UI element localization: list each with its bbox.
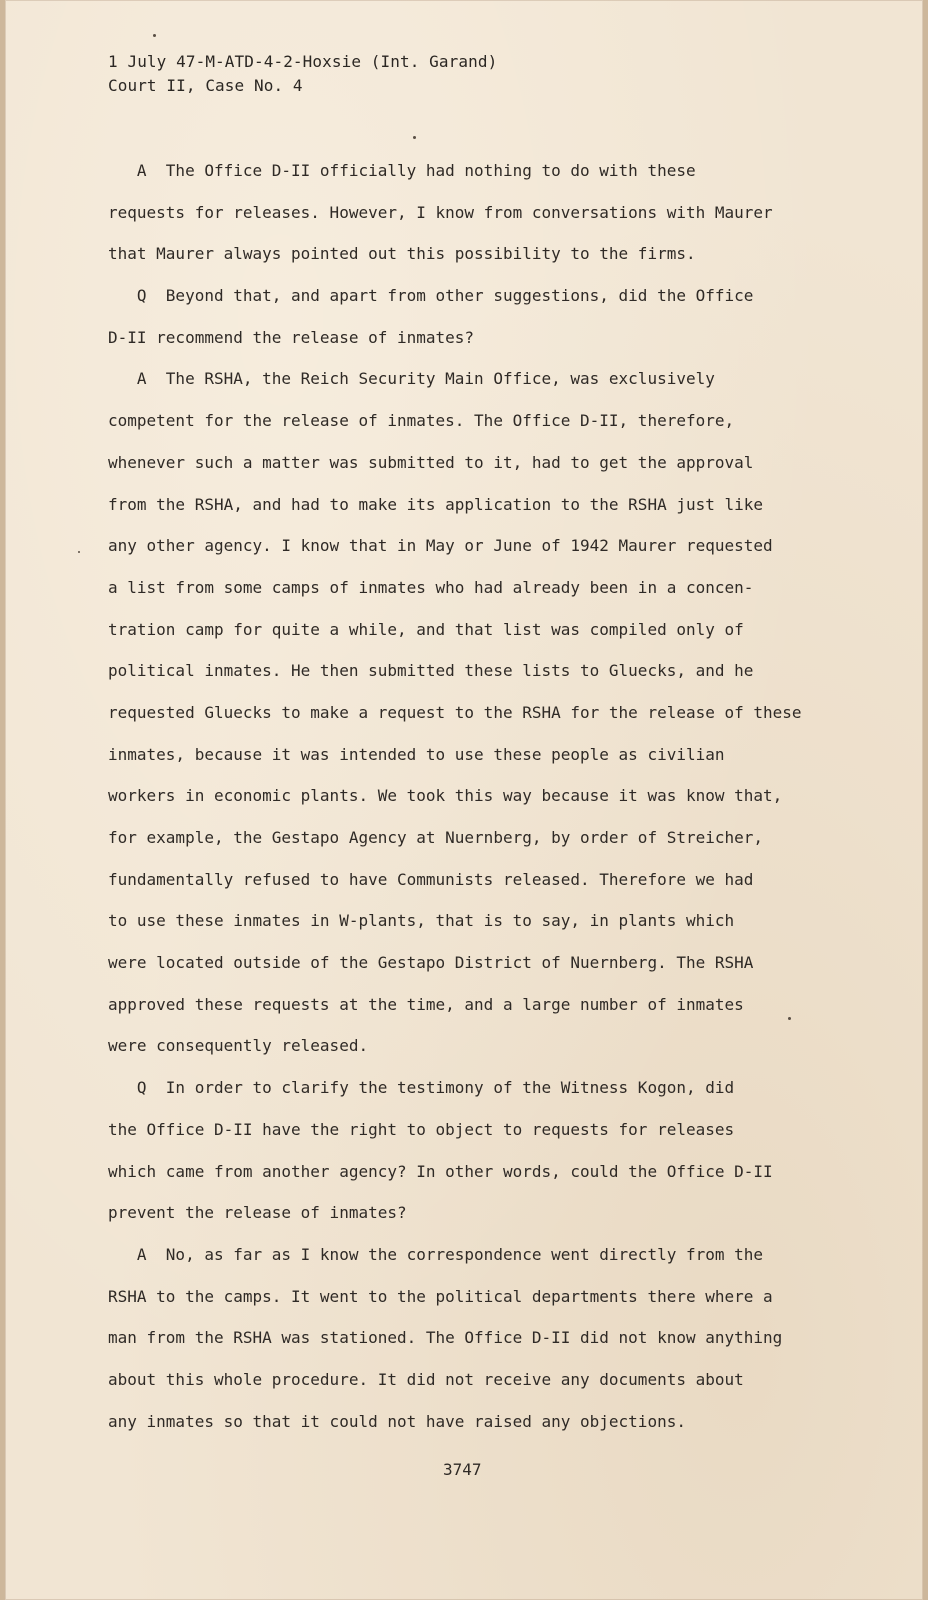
transcript-line: about this whole procedure. It did not receive any documents about <box>108 1369 744 1389</box>
transcript-line: prevent the release of inmates? <box>108 1203 407 1223</box>
document-page <box>5 0 923 1600</box>
transcript-line: Q In order to clarify the testimony of the Witness Kogon, did <box>108 1078 735 1098</box>
transcript-line: inmates, because it was intended to use these people as civilian <box>108 744 725 764</box>
transcript-line: workers in economic plants. We took this way because it was know that, <box>108 786 783 806</box>
transcript-line: any inmates so that it could not have raised any objections. <box>108 1411 686 1431</box>
transcript-line: tration camp for quite a while, and that list was compiled only of <box>108 619 744 639</box>
header-reference-line: 1 July 47-M-ATD-4-2-Hoxsie (Int. Garand) <box>108 52 498 71</box>
transcript-line: requests for releases. However, I know from conversations with Maurer <box>108 202 773 222</box>
transcript-line: requested Gluecks to make a request to the RSHA for the release of these <box>108 702 802 722</box>
transcript-line: were located outside of the Gestapo District of Nuernberg. The RSHA <box>108 953 754 973</box>
transcript-line: from the RSHA, and had to make its application to the RSHA just like <box>108 494 764 514</box>
transcript-line: D-II recommend the release of inmates? <box>108 327 475 347</box>
transcript-line: Q Beyond that, and apart from other suggestions, did the Office <box>108 286 754 306</box>
transcript-line: for example, the Gestapo Agency at Nuernberg, by order of Streicher, <box>108 828 764 847</box>
transcript-line: fundamentally refused to have Communists released. Therefore we had <box>108 869 754 889</box>
transcript-line: a list from some camps of inmates who had already been in a concen- <box>108 577 754 597</box>
page-number: 3747 <box>443 1460 482 1479</box>
transcript-line: any other agency. I know that in May or June of 1942 Maurer requested <box>108 536 773 556</box>
transcript-line: political inmates. He then submitted these lists to Gluecks, and he <box>108 661 754 681</box>
transcript-line: A The Office D-II officially had nothing to do with these <box>108 161 696 180</box>
transcript-line: were consequently released. <box>108 1036 369 1056</box>
header-case-line: Court II, Case No. 4 <box>108 76 303 95</box>
paper-speck <box>413 136 416 139</box>
transcript-line: A The RSHA, the Reich Security Main Office, was exclusively <box>108 369 715 389</box>
transcript-line: whenever such a matter was submitted to it, had to get the approval <box>108 452 754 472</box>
transcript-line: man from the RSHA was stationed. The Office D-II did not know anything <box>108 1328 783 1348</box>
document-header <box>108 50 497 98</box>
transcript-line: A No, as far as I know the correspondence went directly from the <box>108 1244 764 1264</box>
transcript-line: competent for the release of inmates. The Office D-II, therefore, <box>108 411 735 431</box>
transcript-line: approved these requests at the time, and a large number of inmates <box>108 994 744 1014</box>
transcript-line: that Maurer always pointed out this possibility to the firms. <box>108 244 696 264</box>
transcript-body <box>108 150 838 1442</box>
transcript-line: the Office D-II have the right to object to requests for releases <box>108 1119 735 1139</box>
transcript-line: to use these inmates in W-plants, that is to say, in plants which <box>108 911 735 931</box>
transcript-line: RSHA to the camps. It went to the political departments there where a <box>108 1286 773 1306</box>
paper-speck <box>78 551 80 553</box>
transcript-line: which came from another agency? In other words, could the Office D-II <box>108 1161 773 1181</box>
paper-speck <box>788 1017 791 1020</box>
paper-speck <box>153 34 156 37</box>
